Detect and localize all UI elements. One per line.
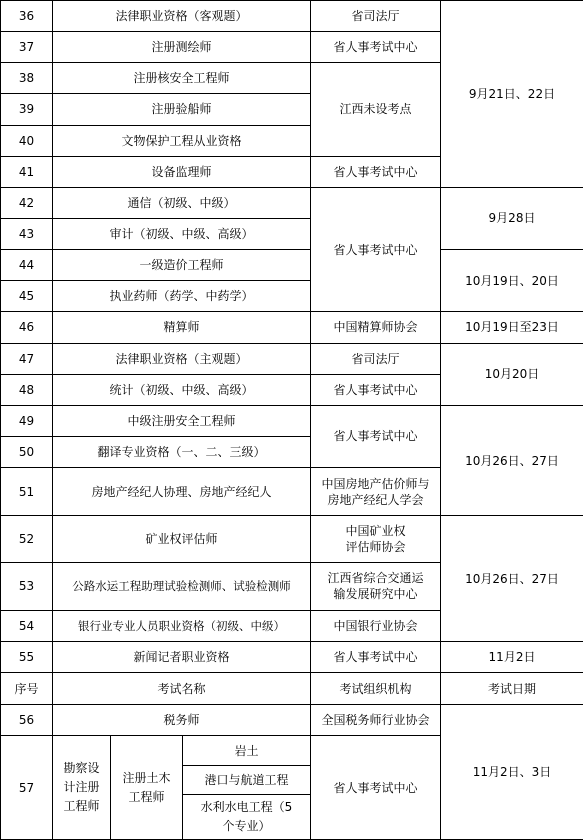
header-number: 序号 <box>1 673 53 705</box>
table-row <box>1 1 583 32</box>
exam-date: 10月20日 <box>441 343 583 405</box>
row-number: 43 <box>1 218 53 249</box>
exam-organizer: 省司法厅 <box>311 1 441 32</box>
table-row <box>1 641 583 672</box>
exam-date: 10月26日、27日 <box>441 516 583 642</box>
exam-name: 注册测绘师 <box>53 32 311 63</box>
row-number: 51 <box>1 468 53 516</box>
table-row <box>1 312 583 343</box>
exam-name: 中级注册安全工程师 <box>53 405 311 436</box>
header-row <box>1 673 583 705</box>
exam-date: 9月28日 <box>441 187 583 249</box>
exam-organizer: 江西省综合交通运输发展研究中心 <box>311 562 441 610</box>
table-row <box>1 516 583 562</box>
exam-name: 银行业专业人员职业资格（初级、中级） <box>53 610 311 641</box>
row-number: 47 <box>1 343 53 374</box>
row-number: 40 <box>1 125 53 156</box>
row-number: 44 <box>1 250 53 281</box>
exam-organizer: 省司法厅 <box>311 343 441 374</box>
row-number: 38 <box>1 63 53 94</box>
header-exam-name: 考试名称 <box>53 673 311 705</box>
exam-name: 设备监理师 <box>53 156 311 187</box>
exam-group: 勘察设计注册工程师 <box>53 736 111 840</box>
exam-name: 精算师 <box>53 312 311 343</box>
row-number: 50 <box>1 436 53 467</box>
row-number: 52 <box>1 516 53 562</box>
table-row <box>1 250 583 281</box>
table-row <box>1 343 583 374</box>
row-number: 56 <box>1 705 53 736</box>
exam-name: 法律职业资格（客观题） <box>53 1 311 32</box>
exam-name: 文物保护工程从业资格 <box>53 125 311 156</box>
row-number: 39 <box>1 94 53 125</box>
specialty: 港口与航道工程 <box>183 766 311 794</box>
exam-organizer: 中国精算师协会 <box>311 312 441 343</box>
row-number: 53 <box>1 562 53 610</box>
exam-organizer: 江西未设考点 <box>311 63 441 156</box>
specialty: 水利水电工程（5个专业） <box>183 794 311 839</box>
exam-date: 10月26日、27日 <box>441 405 583 516</box>
exam-name: 法律职业资格（主观题） <box>53 343 311 374</box>
exam-organizer: 中国银行业协会 <box>311 610 441 641</box>
row-number: 42 <box>1 187 53 218</box>
header-date: 考试日期 <box>441 673 583 705</box>
exam-date: 10月19日、20日 <box>441 250 583 312</box>
exam-subgroup: 注册土木工程师 <box>111 736 183 840</box>
row-number: 37 <box>1 32 53 63</box>
exam-name: 一级造价工程师 <box>53 250 311 281</box>
exam-organizer: 省人事考试中心 <box>311 187 441 312</box>
exam-organizer: 省人事考试中心 <box>311 374 441 405</box>
exam-date: 9月21日、22日 <box>441 1 583 188</box>
row-number: 36 <box>1 1 53 32</box>
exam-organizer: 省人事考试中心 <box>311 736 441 840</box>
exam-organizer: 全国税务师行业协会 <box>311 705 441 736</box>
exam-date: 11月2日 <box>441 641 583 672</box>
row-number: 45 <box>1 281 53 312</box>
exam-name: 注册验船师 <box>53 94 311 125</box>
exam-name: 税务师 <box>53 705 311 736</box>
exam-organizer: 省人事考试中心 <box>311 641 441 672</box>
row-number: 49 <box>1 405 53 436</box>
exam-name: 执业药师（药学、中药学） <box>53 281 311 312</box>
row-number: 48 <box>1 374 53 405</box>
table-row <box>1 405 583 436</box>
exam-name: 注册核安全工程师 <box>53 63 311 94</box>
row-number: 41 <box>1 156 53 187</box>
exam-name: 统计（初级、中级、高级） <box>53 374 311 405</box>
exam-organizer: 省人事考试中心 <box>311 156 441 187</box>
specialty: 岩土 <box>183 736 311 766</box>
exam-name: 审计（初级、中级、高级） <box>53 218 311 249</box>
exam-organizer: 中国矿业权评估师协会 <box>311 516 441 562</box>
exam-date: 11月2日、3日 <box>441 705 583 840</box>
exam-name: 翻译专业资格（一、二、三级） <box>53 436 311 467</box>
table-row <box>1 187 583 218</box>
exam-date: 10月19日至23日 <box>441 312 583 343</box>
row-number: 55 <box>1 641 53 672</box>
exam-name: 通信（初级、中级） <box>53 187 311 218</box>
exam-name: 房地产经纪人协理、房地产经纪人 <box>53 468 311 516</box>
exam-organizer: 省人事考试中心 <box>311 405 441 467</box>
table-row <box>1 705 583 736</box>
exam-organizer: 中国房地产估价师与房地产经纪人学会 <box>311 468 441 516</box>
row-number: 57 <box>1 736 53 840</box>
row-number: 54 <box>1 610 53 641</box>
exam-name: 矿业权评估师 <box>53 516 311 562</box>
header-organizer: 考试组织机构 <box>311 673 441 705</box>
exam-name: 公路水运工程助理试验检测师、试验检测师 <box>53 562 311 610</box>
exam-name: 新闻记者职业资格 <box>53 641 311 672</box>
exam-organizer: 省人事考试中心 <box>311 32 441 63</box>
row-number: 46 <box>1 312 53 343</box>
